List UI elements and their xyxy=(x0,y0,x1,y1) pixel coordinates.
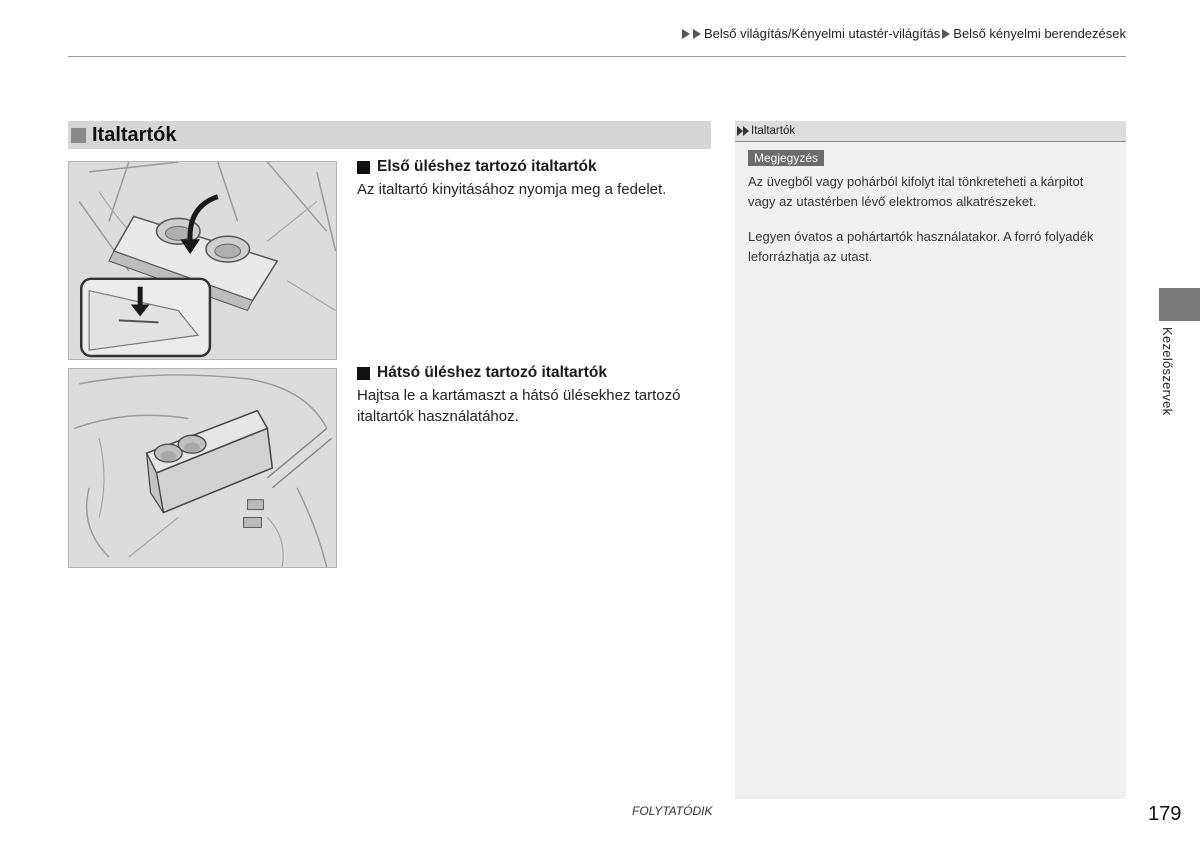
front-cupholder-drawing xyxy=(69,162,336,359)
arrow-icon xyxy=(942,29,950,39)
rear-cupholder-illustration xyxy=(68,368,337,568)
section-header xyxy=(68,121,711,149)
double-arrow-icon xyxy=(737,126,749,136)
breadcrumb-item[interactable]: Belső kényelmi berendezések xyxy=(953,26,1126,41)
square-bullet-icon xyxy=(357,367,370,380)
rear-cupholder-title: Hátsó üléshez tartozó italtartók xyxy=(377,364,607,381)
note-badge: Megjegyzés xyxy=(748,150,824,166)
note-text: Legyen óvatos a pohártartók használatakor. A forró folyadék leforrázhatja az utast. xyxy=(748,229,1094,264)
note-text: Az üvegből vagy pohárból kifolyt ital tönkreteheti a kárpitot vagy az utastérben lévő elektromos alkatrészeket. xyxy=(748,174,1084,209)
breadcrumb xyxy=(682,26,1126,41)
rear-cupholder-heading xyxy=(357,364,709,382)
front-cupholder-illustration xyxy=(68,161,337,360)
rear-cupholder-text: Hajtsa le a kartámaszt a hátsó ülésekhez tartozó italtartók használatához. xyxy=(357,387,681,425)
square-bullet-icon xyxy=(357,161,370,174)
rear-cupholder-drawing xyxy=(69,369,336,567)
section-title: Italtartók xyxy=(92,123,177,146)
front-cupholder-heading xyxy=(357,158,709,176)
front-cupholder-section xyxy=(357,158,709,200)
square-marker-icon xyxy=(71,128,86,143)
arrow-icon xyxy=(693,29,701,39)
page-number: 179 xyxy=(1148,803,1182,825)
header-divider xyxy=(68,56,1126,57)
breadcrumb-item[interactable]: Belső világítás/Kényelmi utastér-világítás xyxy=(704,26,941,41)
side-notes-header xyxy=(735,121,1126,142)
chapter-tab-label: Kezelőszervek xyxy=(1160,327,1175,416)
side-notes-title: Italtartók xyxy=(751,125,796,137)
front-cupholder-title: Első üléshez tartozó italtartók xyxy=(377,158,597,175)
arrow-icon xyxy=(682,29,690,39)
chapter-tab xyxy=(1159,288,1200,321)
rear-cupholder-section xyxy=(357,364,709,427)
front-cupholder-text: Az italtartó kinyitásához nyomja meg a fedelet. xyxy=(357,181,667,198)
continued-label: FOLYTATÓDIK xyxy=(632,804,713,818)
side-notes-panel xyxy=(735,121,1126,799)
